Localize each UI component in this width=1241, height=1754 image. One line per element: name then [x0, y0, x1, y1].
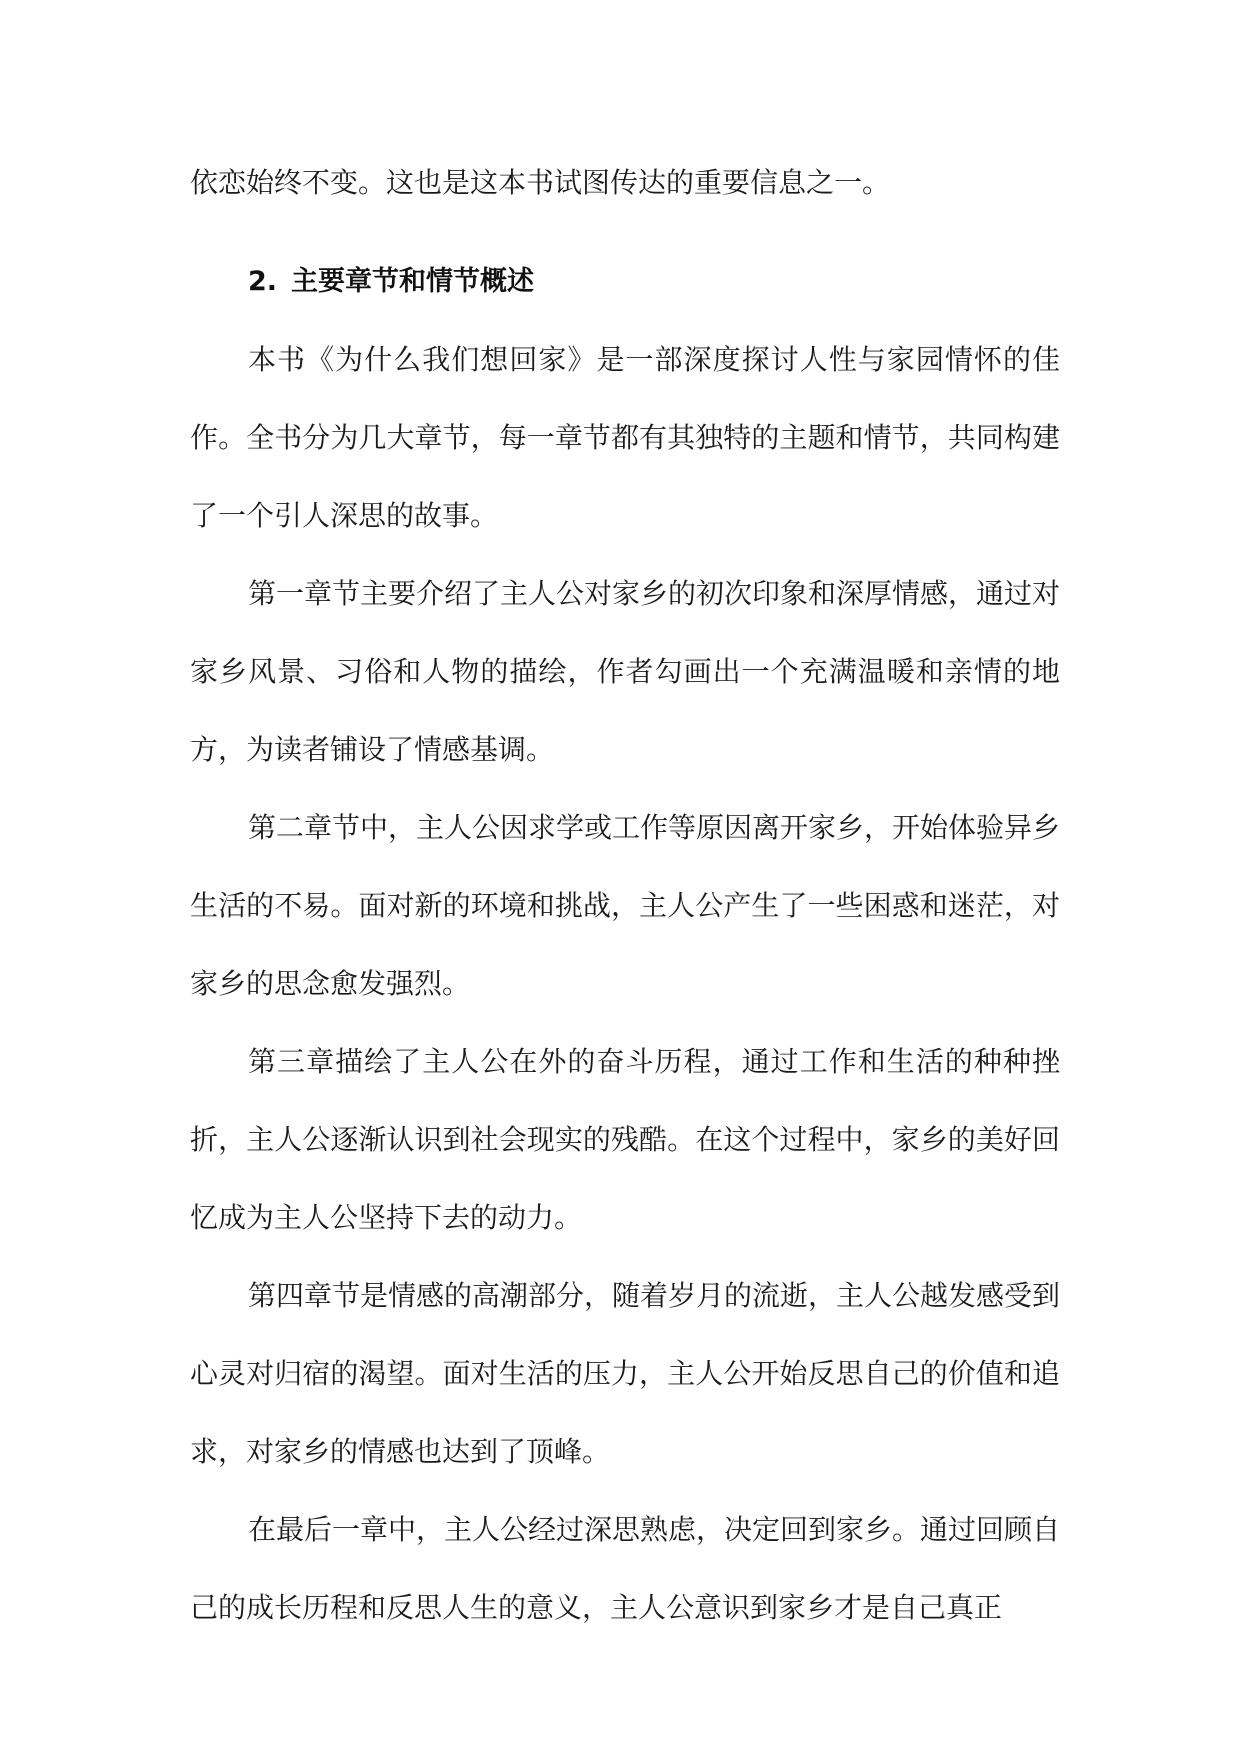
section-title: 主要章节和情节概述 — [291, 266, 535, 297]
section-number: 2. — [248, 266, 278, 297]
section-heading — [190, 243, 1060, 321]
paragraph-chapter-2: 第二章节中，主人公因求学或工作等原因离开家乡，开始体验异乡生活的不易。面对新的环境和挑战，主人公产生了一些困惑和迷茫，对家乡的思念愈发强烈。 — [190, 811, 1061, 1000]
paragraph-final-chapter: 在最后一章中，主人公经过深思熟虑，决定回到家乡。通过回顾自己的成长历程和反思人生的意义，主人公意识到家乡才是自己真正 — [190, 1513, 1061, 1624]
paragraph-chapter-1: 第一章节主要介绍了主人公对家乡的初次印象和深厚情感，通过对家乡风景、习俗和人物的描绘，作者勾画出一个充满温暖和亲情的地方，为读者铺设了情感基调。 — [190, 577, 1061, 766]
document-body — [190, 144, 1060, 1647]
paragraph-chapter-3: 第三章描绘了主人公在外的奋斗历程，通过工作和生活的种种挫折，主人公逐渐认识到社会现实的残酷。在这个过程中，家乡的美好回忆成为主人公坚持下去的动力。 — [190, 1045, 1060, 1234]
paragraph-intro: 本书《为什么我们想回家》是一部深度探讨人性与家园情怀的佳作。全书分为几大章节，每一章节都有其独特的主题和情节，共同构建了一个引人深思的故事。 — [190, 343, 1060, 532]
paragraph-chapter-4: 第四章节是情感的高潮部分，随着岁月的流逝，主人公越发感受到心灵对归宿的渴望。面对生活的压力，主人公开始反思自己的价值和追求，对家乡的情感也达到了顶峰。 — [190, 1279, 1061, 1468]
continuation-paragraph: 依恋始终不变。这也是这本书试图传达的重要信息之一。 — [190, 166, 891, 199]
